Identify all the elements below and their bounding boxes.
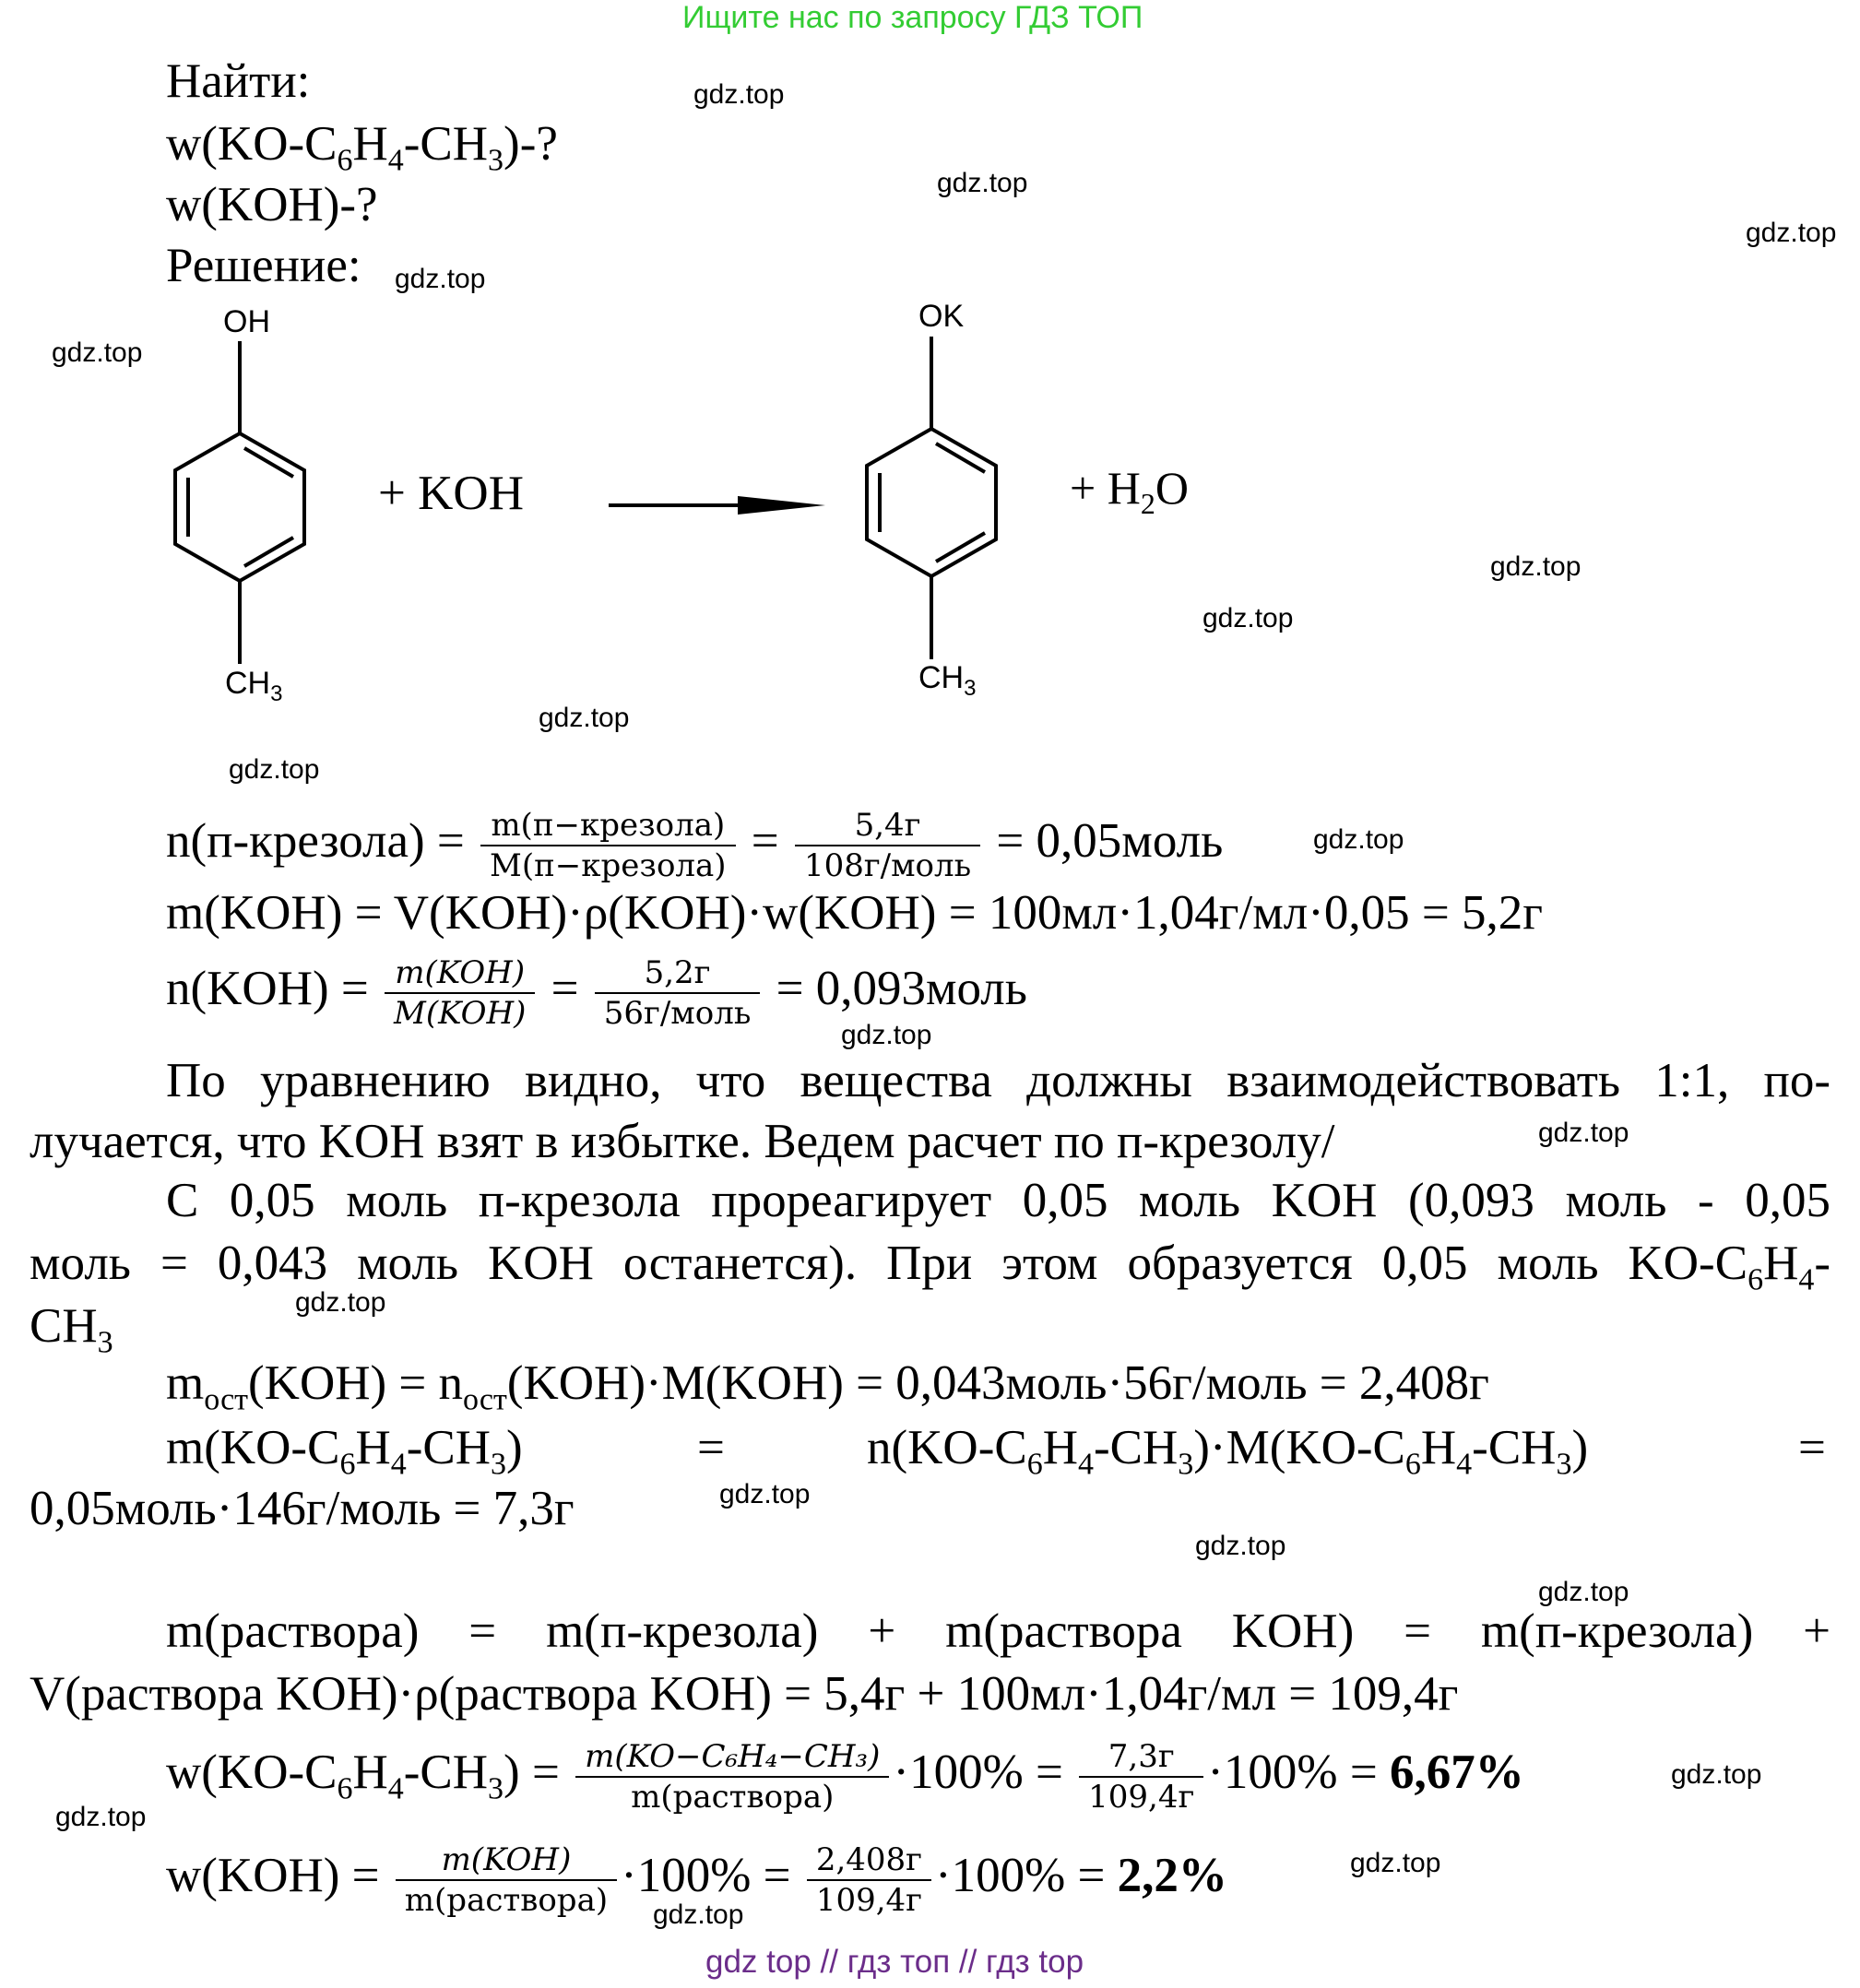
watermark: gdz.top	[1202, 603, 1294, 633]
watermark: gdz.top	[1538, 1577, 1629, 1607]
reaction-arrow	[609, 496, 825, 515]
fraction: $\frac{5,4г}{\text{108г/моль}}$	[795, 806, 980, 885]
watermark: gdz.top	[295, 1287, 386, 1318]
m-product-result: 0,05моль·146г/моль = 7,3г	[30, 1482, 575, 1535]
fraction: $\frac{\text{m(KOH)}}{\text{m(раствора)}}$	[396, 1840, 617, 1920]
watermark: gdz.top	[539, 703, 630, 733]
fraction: $\frac{\text{m(п−крезола)}}{\text{M(п−крезола)}}$	[480, 806, 736, 885]
m-product-rhs: $n(KO-C_6H_4-CH_3)\cdot M(KO-C_6H_4-CH_3)$	[867, 1421, 1589, 1482]
watermark: gdz.top	[1538, 1118, 1629, 1148]
n-koh-equation: n(KOH) = $\frac{\text{m(KOH)}}{\text{M(KOH)}}$ = $\frac{5,2г}{\text{56г/моль}}$ = 0,093моль	[166, 953, 1027, 1032]
question-2: w(KOH)-?	[166, 178, 378, 231]
n-cresol-equation: n(п-крезола) = $\frac{\text{m(п−крезола)}}{\text{M(п−крезола)}}$ = $\frac{5,4г}{\text{108г/моль}}$ = 0,05моль	[166, 806, 1224, 884]
w-koh-equation: w(KOH) = $\frac{\text{m(KOH)}}{\text{m(раствора)}}$ ·100% = $\frac{2,408г}{109,4г}$ ·100% = 2,2%	[166, 1840, 1227, 1919]
paragraph-2c: $CH_3$	[30, 1299, 113, 1360]
ch3-label-right: $CH_3$	[918, 660, 977, 701]
watermark: gdz.top	[1746, 218, 1837, 248]
oh-label: OH	[223, 304, 270, 339]
watermark: gdz.top	[1195, 1531, 1286, 1561]
paragraph-2b: моль = 0,043 моль KOH останется). При этом образуется 0,05 моль $KO-C_6H_4-$	[30, 1237, 1830, 1297]
watermark: gdz.top	[1490, 551, 1582, 582]
paragraph-1a: По уравнению видно, что вещества должны взаимодействовать 1:1, по-	[166, 1054, 1830, 1107]
watermark: gdz.top	[229, 754, 320, 785]
fraction: $\frac{\text{m(KOH)}}{\text{M(KOH)}}$	[385, 953, 535, 1033]
paragraph-2a: С 0,05 моль п-крезола прореагирует 0,05 моль KOH (0,093 моль - 0,05	[166, 1174, 1830, 1227]
solution-label: Решение:	[166, 239, 361, 292]
m-solution-b: V(раствора KOH)·ρ(раствора KOH) = 5,4г + 100мл·1,04г/мл = 109,4г	[30, 1667, 1459, 1721]
watermark: gdz.top	[1671, 1759, 1762, 1790]
fraction: $\frac{\text{m(KO−C₆H₄−CH₃)}}{\text{m(раствора)}}$	[575, 1737, 889, 1816]
plus-koh: + KOH	[378, 467, 524, 520]
ch3-label-left: $CH_3$	[225, 666, 283, 706]
w-product-result: 6,67%	[1389, 1745, 1524, 1799]
w-product-equation: $w(KO-C_6H_4-CH_3)$ = $\frac{\text{m(KO−C₆H₄−CH₃)}}{\text{m(раствора)}}$ ·100% = $\frac{7,3г}{109,4г}$ ·100% = 6,67%	[166, 1737, 1524, 1816]
fraction: $\frac{5,2г}{\text{56г/моль}}$	[595, 953, 761, 1033]
watermark: gdz.top	[719, 1479, 811, 1509]
ok-label: OK	[918, 299, 965, 334]
find-label: Найти:	[166, 54, 311, 108]
watermark: gdz.top	[52, 337, 143, 368]
m-koh-equation: m(KOH) = V(KOH)·ρ(KOH)·w(KOH) = 100мл·1,04г/мл·0,05 = 5,2г	[166, 886, 1543, 940]
question-1: $w(KO-C_6H_4-CH_3)-$?	[166, 117, 558, 178]
fraction: $\frac{7,3г}{109,4г}$	[1079, 1737, 1203, 1816]
paragraph-1b: лучается, что KOH взят в избытке. Ведем расчет по п-крезолу/	[30, 1115, 1335, 1168]
m-product-eq2: =	[1798, 1421, 1826, 1474]
watermark: gdz.top	[55, 1802, 147, 1832]
plus-h2o: + $H_2O$	[1070, 462, 1189, 520]
bottom-banner: gdz top // гдз топ // гдз top	[705, 1944, 1084, 1980]
m-product-lhs: $m(KO-C_6H_4-CH_3)$	[166, 1421, 523, 1482]
top-banner: Ищите нас по запросу ГДЗ ТОП	[682, 0, 1143, 35]
potassium-cresolate-structure	[867, 337, 996, 659]
watermark: gdz.top	[1350, 1848, 1441, 1878]
watermark: gdz.top	[937, 168, 1028, 198]
watermark: gdz.top	[395, 264, 486, 294]
watermark: gdz.top	[1313, 824, 1404, 855]
p-cresol-structure	[175, 341, 304, 664]
reaction-scheme	[129, 295, 1420, 728]
w-koh-result: 2,2%	[1117, 1849, 1227, 1902]
m-remaining-koh: $m_{ост}(KOH) = n_{ост}(KOH)\cdot M(KOH)$ = 0,043моль·56г/моль = 2,408г	[166, 1356, 1489, 1417]
fraction: $\frac{2,408г}{109,4г}$	[807, 1840, 931, 1920]
watermark: gdz.top	[693, 79, 785, 110]
watermark: gdz.top	[841, 1020, 932, 1050]
watermark: gdz.top	[653, 1899, 744, 1930]
m-product-eq: =	[697, 1421, 725, 1474]
m-solution-a: m(раствора) = m(п-крезола) + m(раствора KOH) = m(п-крезола) +	[166, 1604, 1830, 1658]
